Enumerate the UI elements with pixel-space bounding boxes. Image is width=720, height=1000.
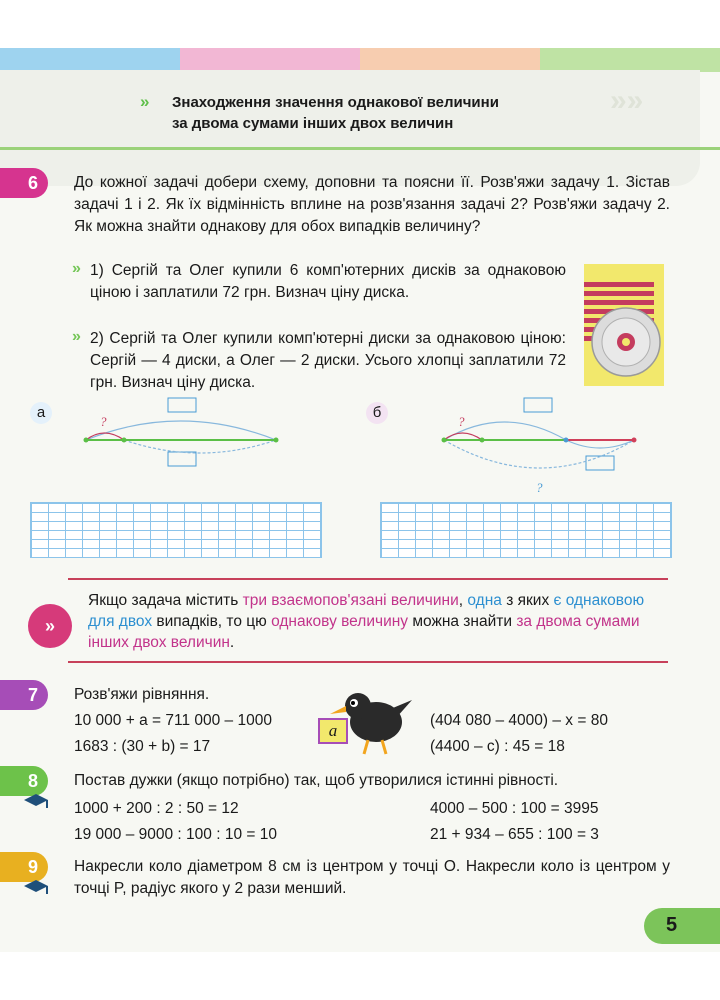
task8-eq2: 19 000 – 9000 : 100 : 10 = 10	[74, 826, 277, 843]
title-arrow-icon: »	[140, 92, 150, 111]
note-highlight-1: три взаємопов'язані величини	[242, 592, 459, 609]
section-title	[172, 92, 612, 134]
scheme-a-question: ?	[100, 414, 107, 429]
task6-text: До кожної задачі добери схему, доповни та поясни її. Розв'яжи задачу 1. Зістав задачі 1 і 2. Як їх відмінність вплине на розв'язання задачі 2? Розв'яжи задачу 2. Як можна знайти однакову для обох випадків величину?	[74, 174, 670, 235]
cd-icon	[584, 264, 664, 386]
task8-eq3: 4000 – 500 : 100 = 3995	[430, 800, 599, 817]
task7-eq3: (404 080 – 4000) – x = 80	[430, 712, 608, 729]
graduation-cap-icon	[22, 794, 50, 810]
task8-intro: Постав дужки (якщо потрібно) так, щоб утворилися істинні рівності.	[74, 772, 559, 789]
task6-subtask1: 1) Сергій та Олег купили 6 комп'ютерних дисків за однаковою ціною і заплатили 72 грн. Визнач ціну диска.	[90, 262, 566, 301]
note-top-rule	[68, 578, 668, 580]
task7-eq2: 1683 : (30 + b) = 17	[74, 738, 211, 755]
scheme-a-diagram	[80, 396, 290, 476]
scheme-b-label: б	[366, 402, 388, 424]
section-title-line2: за двома сумами інших двох величин	[172, 115, 454, 132]
note-text-1: Якщо задача містить	[88, 592, 243, 609]
header-divider	[0, 147, 720, 150]
note-badge-icon: »	[28, 604, 72, 648]
header-decoration: »»	[610, 84, 644, 117]
sign-box: a	[318, 718, 348, 744]
sub2-arrow-icon: »	[72, 328, 81, 345]
page-number: 5	[666, 914, 678, 936]
scheme-a-top-box	[168, 398, 196, 412]
task-number-7: 7	[0, 680, 48, 710]
sub1-arrow-icon: »	[72, 260, 81, 277]
scheme-b-bottom-box	[586, 456, 614, 470]
grid-area-a[interactable]	[30, 502, 322, 558]
note-text-4: випадків, то цю	[152, 613, 272, 630]
grid-area-b[interactable]	[380, 502, 672, 558]
task9-text: Накресли коло діаметром 8 см із центром у точці O. Накресли коло із центром у точці P, радіус якого у 2 рази менший.	[74, 858, 670, 897]
task7-eq1: 10 000 + a = 711 000 – 1000	[74, 712, 272, 729]
task7-intro: Розв'яжи рівняння.	[74, 686, 210, 703]
note-text-3: з яких	[501, 592, 554, 609]
scheme-b-diagram	[440, 396, 650, 496]
scheme-b-question-1: ?	[458, 414, 465, 429]
color-strip	[0, 48, 720, 72]
note-highlight-2: одна	[467, 592, 502, 609]
task-number-9: 9	[0, 852, 48, 882]
task7-eq4: (4400 – c) : 45 = 18	[430, 738, 565, 755]
note-highlight-3: є однаковою для двох	[88, 592, 645, 630]
cd-illustration	[584, 264, 664, 386]
task6-subtask2: 2) Сергій та Олег купили комп'ютерні диски за однаковою ціною: Сергій — 4 диски, а Олег — 2 диски. Усього хлопці заплатили 72 грн. Визнач ціну диска.	[90, 330, 566, 391]
note-text-6: .	[229, 634, 235, 651]
graduation-cap-icon-2	[22, 880, 50, 896]
scheme-a-label: а	[30, 402, 52, 424]
task8-eq4: 21 + 934 – 655 : 100 = 3	[430, 826, 599, 843]
note-text-5: можна знайти	[408, 613, 517, 630]
note-text-2: ,	[458, 592, 468, 609]
scheme-a-bottom-box	[168, 452, 196, 466]
scheme-b-question-2: ?	[536, 480, 543, 495]
task8-eq1: 1000 + 200 : 2 : 50 = 12	[74, 800, 239, 817]
note-highlight-4: однакову величину	[271, 613, 409, 630]
textbook-page	[0, 48, 720, 952]
page-number-tab	[644, 908, 720, 944]
note-highlight-5: за двома сумами інших двох величин	[88, 613, 640, 651]
note-bottom-rule	[68, 661, 668, 663]
scheme-b-top-box	[524, 398, 552, 412]
rule-note	[88, 590, 668, 653]
task-number-6: 6	[0, 168, 48, 198]
section-title-line1: Знаходження значення однакової величини	[172, 94, 499, 111]
task-number-8: 8	[0, 766, 48, 796]
